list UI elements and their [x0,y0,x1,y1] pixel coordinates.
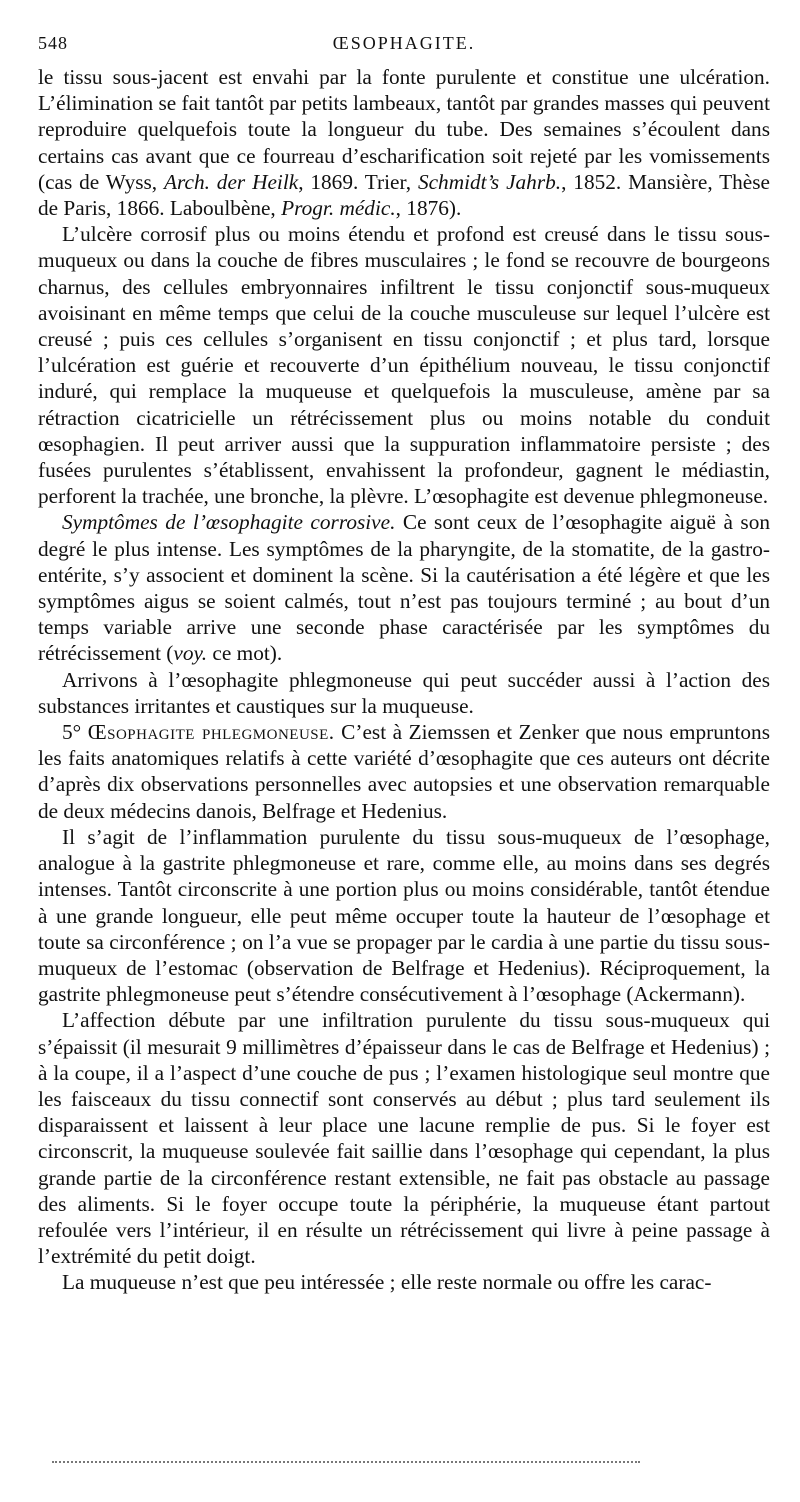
text-run: Il s’agit de l’inflammation purulente du tissu sous-muqueux de l’œsophage, analogue à la gastrite phlegmoneuse et rare, comme elle, au moins dans ses degrés intenses. Tantôt circonscrite à une portion plus ou moins considérable, tantôt étendue à une grande longueur, elle peut même occuper toute la hauteur de l’œsophage et toute sa circonférence ; on l’a vue se propager par le cardia à une partie du tissu sous-muqueux de l’estomac (observation de Belfrage et Hedenius). Réciproquement, la gastrite phlegmoneuse peut s’étendre consécutivement à l’œsophage (Ackermann). [38,824,770,1007]
paragraph-continuation [38,64,770,221]
body-text [38,64,770,1296]
citation-title: Schmidt’s Jahrb. [417,169,562,194]
section-heading: Œsophagite phlegmoneuse. [87,720,335,745]
paragraph-transition [38,667,770,719]
text-run: La muqueuse n’est que peu intéressée ; elle reste normale ou offre les carac- [62,1270,712,1295]
paragraph-section-5 [38,719,770,824]
citation-title: Arch. der Heilk [164,169,299,194]
page-number: 548 [38,33,68,53]
book-page [38,30,770,1296]
paragraph-ulcere-corrosif [38,221,770,509]
text-run: Arrivons à l’œsophagite phlegmoneuse qui peut succéder aussi à l’action des substances irritantes et caustiques sur la muqueuse. [38,667,770,718]
abbreviation: voy. [173,641,208,666]
text-run: , 1852. Mansière, Thèse de Paris, 1866. Laboulbène, [38,169,770,221]
paragraph-muqueuse [38,1269,770,1295]
running-head [38,30,770,56]
text-run: le tissu sous-jacent est envahi par la fonte purulente et constitue une ulcération. L’élimination se fait tantôt par petits lambeaux, tantôt par grandes masses qui peuvent reproduire quelquefois toute la longueur du tube. Des semaines s’écoulent dans certains cas avant que ce fourreau d’escharification soit rejeté par les vomissements (cas de Wyss, [38,65,770,194]
text-run: L’ulcère corrosif plus ou moins étendu et profond est creusé dans le tissu sous-muqueux ou dans la couche de fibres musculaires ; le fond se recouvre de bourgeons charnus, des cellules embryonnaires infiltrent le tissu conjonctif sous-muqueux avoisinant en même temps que celui de la couche musculeuse sur lequel l’ulcère est creusé ; puis ces cellules s’organisent en tissu conjonctif ; et plus tard, lorsque l’ulcération est guérie et recouverte d’un épithélium nouveau, le tissu conjonctif induré, qui remplace la muqueuse et quelquefois la musculeuse, amène par sa rétraction cicatricielle un rétrécissement plus ou moins notable du conduit œsophagien. Il peut arriver aussi que la suppuration inflammatoire persiste ; des fusées purulentes s’établissent, envahissent la profondeur, gagnent le médiastin, perforent la trachée, une bronche, la plèvre. L’œsophagite est devenue phlegmoneuse. [38,222,770,509]
text-run: L’affection débute par une infiltration purulente du tissu sous-muqueux qui s’épaissit (il mesurait 9 millimètres d’épaisseur dans le cas de Belfrage et Hedenius) ; à la coupe, il a l’aspect d’une couche de pus ; l’examen histologique seul montre que les faisceaux du tissu connectif sont conservés au début ; plus tard seulement ils disparaissent et laissent à leur place une lacune remplie de pus. Si le foyer est circonscrit, la muqueuse soulevée fait saillie dans l’œsophage qui cependant, la plus grande partie de la circonférence restant extensible, ne fait pas obstacle au passage des aliments. Si le foyer occupe toute la périphérie, la muqueuse étant partout refoulée vers l’intérieur, il en résulte un rétrécissement qui livre à peine passage à l’extrémité du petit doigt. [38,1008,770,1269]
running-title: ŒSOPHAGITE. [332,33,476,53]
text-run: ce mot). [207,641,283,666]
citation-title: Progr. médic. [281,196,396,221]
paragraph-affection [38,1007,770,1269]
section-number: 5° [62,720,88,745]
text-run: , 1876). [395,196,462,221]
text-run: C’est à Ziemssen et Zenker que nous empruntons les faits anatomiques relatifs à cette variété d’œsophagite que ces auteurs ont décrite d’après dix observations personnelles avec autopsies et une observation remarquable de deux médecins danois, Belfrage et Hedenius. [38,720,770,823]
paragraph-symptomes [38,509,770,666]
text-run: Ce sont ceux de l’œsophagite aiguë à son degré le plus intense. Les symptômes de la pharyngite, de la stomatite, de la gastro-entérite, s’y associent et dominent la scène. Si la cautérisation a été légère et que les symptômes aigus se soient calmés, tout n’est pas toujours terminé ; au bout d’un temps variable arrive une seconde phase caractérisée par les symptômes du rétrécissement ( [38,510,770,666]
text-run: , 1869. Trier, [298,169,418,194]
section-lead-heading: Symptômes de l’œsophagite corrosive. [62,510,396,535]
paragraph-inflammation [38,824,770,1007]
footer-dotted-rule [52,1461,640,1463]
